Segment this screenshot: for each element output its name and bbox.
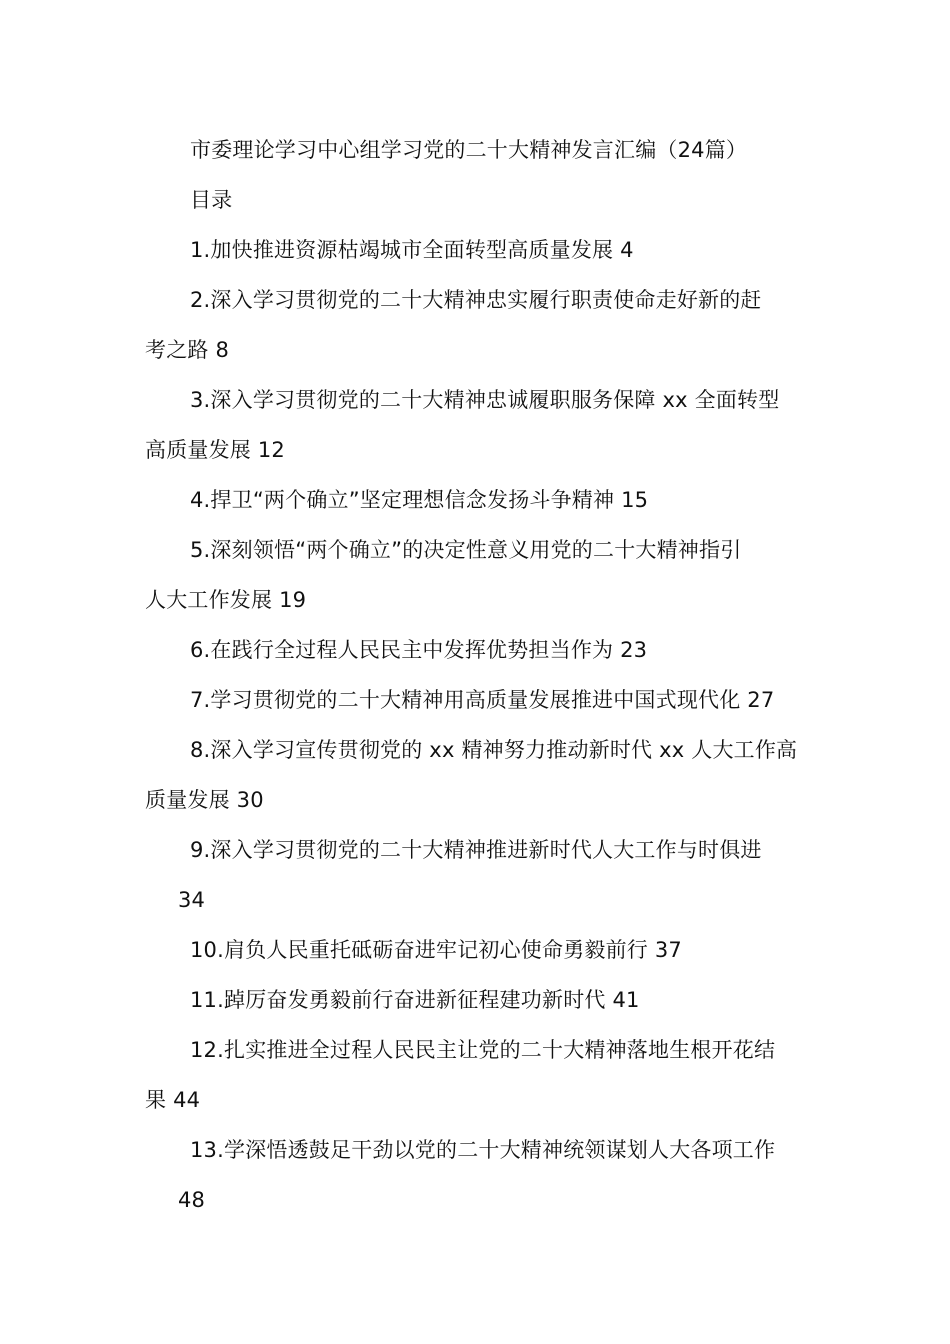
toc-entry-9-continued: 34 [178, 888, 206, 912]
toc-entry-12: 12.扎实推进全过程人民民主让党的二十大精神落地生根开花结 [190, 1038, 776, 1062]
toc-entry-12-continued: 果 44 [145, 1088, 201, 1112]
toc-entry-13-continued: 48 [178, 1188, 206, 1212]
toc-entry-13: 13.学深悟透鼓足干劲以党的二十大精神统领谋划人大各项工作 [190, 1138, 776, 1162]
toc-entry-9: 9.深入学习贯彻党的二十大精神推进新时代人大工作与时俱进 [190, 838, 762, 862]
toc-heading: 目录 [190, 188, 233, 212]
toc-entry-8-continued: 质量发展 30 [145, 788, 264, 812]
document-title: 市委理论学习中心组学习党的二十大精神发言汇编（24篇） [190, 138, 748, 162]
toc-entry-6: 6.在践行全过程人民民主中发挥优势担当作为 23 [190, 638, 648, 662]
toc-entry-2: 2.深入学习贯彻党的二十大精神忠实履行职责使命走好新的赶 [190, 288, 762, 312]
toc-entry-1: 1.加快推进资源枯竭城市全面转型高质量发展 4 [190, 238, 634, 262]
toc-entry-3: 3.深入学习贯彻党的二十大精神忠诚履职服务保障 xx 全面转型 [190, 388, 780, 412]
toc-entry-7: 7.学习贯彻党的二十大精神用高质量发展推进中国式现代化 27 [190, 688, 775, 712]
toc-entry-8: 8.深入学习宣传贯彻党的 xx 精神努力推动新时代 xx 人大工作高 [190, 738, 798, 762]
toc-entry-2-continued: 考之路 8 [145, 338, 230, 362]
toc-entry-5: 5.深刻领悟“两个确立”的决定性意义用党的二十大精神指引 [190, 538, 742, 562]
toc-entry-10: 10.肩负人民重托砥砺奋进牢记初心使命勇毅前行 37 [190, 938, 682, 962]
toc-entry-4: 4.捍卫“两个确立”坚定理想信念发扬斗争精神 15 [190, 488, 649, 512]
toc-entry-3-continued: 高质量发展 12 [145, 438, 285, 462]
toc-entry-5-continued: 人大工作发展 19 [145, 588, 307, 612]
toc-entry-11: 11.踔厉奋发勇毅前行奋进新征程建功新时代 41 [190, 988, 640, 1012]
